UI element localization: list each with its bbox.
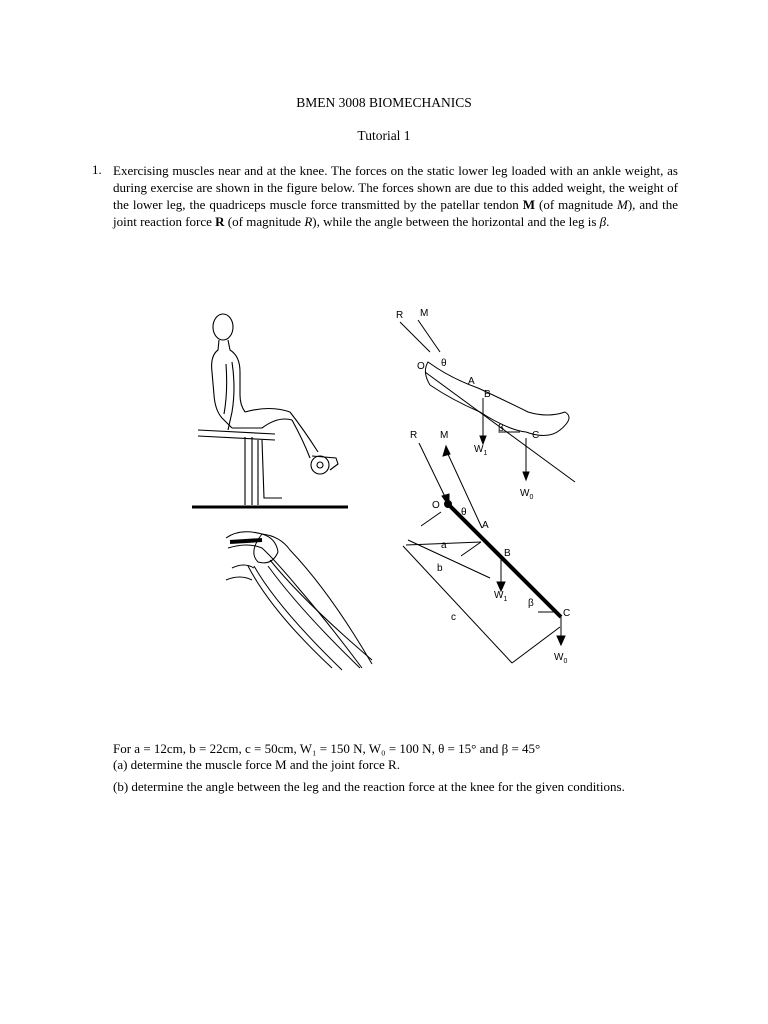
label-W1 (494, 590, 507, 603)
label-W1 (474, 444, 487, 457)
beta-symbol: β (599, 214, 607, 229)
label-W: W (494, 590, 504, 601)
problem-text-part: (of magnitude (224, 214, 305, 229)
problem-text-part: Exercising muscles near and at the knee. The forces on the static lower leg loaded with an ankle weight, as during exercise are shown in the figure below. The forces shown are due to this added weight, the weight of the lower leg, the quadriceps muscle force transmitted by the patellar tendon (113, 163, 678, 212)
muscle-magnitude-symbol: M (616, 197, 628, 212)
label-C: C (532, 430, 540, 441)
label-A: A (482, 520, 489, 531)
label-O: O (417, 361, 425, 372)
label-C: C (563, 608, 571, 619)
label-B: B (504, 548, 511, 559)
label-c: c (451, 612, 456, 623)
tutorial-title: Tutorial 1 (357, 128, 411, 143)
label-beta: β (498, 423, 504, 434)
problem-number: 1. (92, 162, 102, 177)
raised-leg-labels (396, 308, 539, 501)
knee-figure (180, 295, 600, 680)
problem-statement (113, 162, 678, 230)
label-sub0: 0 (563, 658, 568, 665)
problem-text-part: ), and the joint reaction force (113, 197, 678, 229)
reaction-magnitude-symbol: R (304, 214, 313, 229)
problem-text-part: (of magnitude (535, 197, 617, 212)
question-b: (b) determine the angle between the leg and the reaction force at the knee for the given conditions. (113, 779, 625, 794)
label-b: b (437, 563, 443, 574)
label-theta: θ (441, 358, 447, 369)
label-a: a (441, 540, 447, 551)
label-beta: β (528, 598, 534, 609)
label-theta: θ (461, 507, 467, 518)
reaction-force-symbol: R (215, 214, 225, 229)
label-sub0: 0 (529, 494, 534, 501)
label-sub1: 1 (503, 596, 508, 603)
question-a: (a) determine the muscle force M and the joint force R. (113, 757, 400, 772)
given-values: For a = 12cm, b = 22cm, c = 50cm, W₁ = 150 N, W₀ = 100 N, θ = 15° and β = 45° (113, 741, 541, 756)
label-W: W (520, 488, 530, 499)
muscle-force-symbol: M (522, 197, 536, 212)
label-B: B (484, 389, 491, 400)
label-W: W (474, 444, 484, 455)
label-A: A (468, 376, 475, 387)
label-W0 (554, 652, 567, 665)
label-M: M (420, 308, 429, 319)
free-body-diagram (403, 443, 568, 665)
knee-anatomy-illustration (226, 532, 372, 670)
label-W0 (520, 488, 533, 501)
label-M: M (440, 430, 449, 441)
course-title: BMEN 3008 BIOMECHANICS (296, 95, 472, 110)
label-R: R (396, 310, 404, 321)
label-W: W (554, 652, 564, 663)
problem-text-part: ), while the angle between the horizontal and the leg is (312, 214, 600, 229)
label-R: R (410, 430, 418, 441)
seated-person-illustration (198, 314, 338, 505)
label-O: O (432, 500, 440, 511)
problem-text-part: . (606, 214, 610, 229)
label-sub1: 1 (483, 450, 488, 457)
